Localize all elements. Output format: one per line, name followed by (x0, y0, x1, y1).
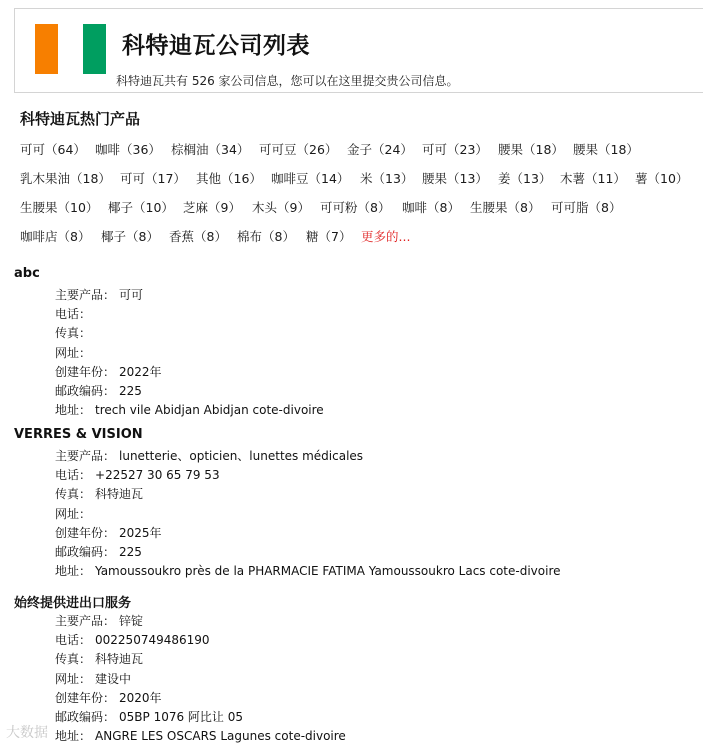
field-label: 主要产品： (55, 614, 116, 628)
product-link[interactable]: 米（13） (360, 171, 414, 186)
field-label: 创建年份： (55, 690, 116, 705)
company-field-postcode (55, 382, 694, 401)
company-field-products (55, 612, 694, 631)
field-label: 网址： (55, 345, 92, 360)
field-label: 电话： (55, 633, 92, 648)
company-field-address (55, 401, 694, 420)
flag-icon (35, 24, 106, 74)
field-label: 网址： (55, 506, 92, 521)
field-value: +22527 30 65 79 53 (95, 468, 220, 483)
product-link[interactable]: 椰子（10） (108, 200, 174, 215)
product-link[interactable]: 棉布（8） (237, 229, 295, 244)
product-link[interactable]: 腰果（18） (498, 142, 564, 157)
field-label: 主要产品： (55, 288, 116, 302)
field-value: 建设中 (95, 671, 132, 686)
field-value: ANGRE LES OSCARS Lagunes cote-divoire (95, 729, 346, 744)
field-value: 05BP 1076 阿比让 05 (119, 709, 244, 724)
company-field-postcode (55, 708, 694, 727)
field-value: trech vile Abidjan Abidjan cote-divoire (95, 403, 324, 418)
field-label: 邮政编码： (55, 383, 116, 398)
product-link[interactable]: 香蕉（8） (169, 229, 227, 244)
company-field-products (55, 447, 694, 466)
product-link[interactable]: 木头（9） (252, 200, 310, 215)
header-box (14, 8, 703, 93)
company-field-fax (55, 650, 694, 669)
product-link[interactable]: 可可脂（8） (551, 200, 622, 215)
product-link[interactable]: 生腰果（10） (20, 200, 99, 215)
field-value: 225 (119, 544, 142, 559)
field-label: 创建年份： (55, 525, 116, 540)
company-field-postcode (55, 543, 694, 562)
product-link[interactable]: 姜（13） (498, 171, 552, 186)
company-field-founded (55, 689, 694, 708)
watermark-logo: 大数据 (6, 725, 48, 741)
field-label: 电话： (55, 307, 92, 322)
company-field-address (55, 562, 694, 581)
company-entry (14, 266, 694, 420)
page-subtitle: 科特迪瓦共有 526 家公司信息，您可以在这里提交贵公司信息。 (116, 74, 459, 88)
company-field-phone (55, 631, 694, 650)
field-label: 地址： (55, 729, 92, 744)
product-link[interactable]: 芝麻（9） (183, 200, 241, 215)
field-value: 225 (119, 383, 142, 398)
products-section-title: 科特迪瓦热门产品 (20, 110, 141, 128)
field-label: 地址： (55, 564, 92, 579)
field-label: 主要产品： (55, 449, 116, 463)
company-field-phone (55, 466, 694, 485)
field-label: 创建年份： (55, 364, 116, 379)
company-entry (14, 592, 694, 746)
company-field-website (55, 344, 694, 363)
product-link[interactable]: 可可（64） (20, 142, 86, 157)
product-link[interactable]: 腰果（18） (573, 142, 639, 157)
field-label: 电话： (55, 468, 92, 483)
field-label: 邮政编码： (55, 544, 116, 559)
product-link[interactable]: 生腰果（8） (470, 200, 541, 215)
company-field-phone (55, 305, 694, 324)
company-field-website (55, 505, 694, 524)
flag-stripe-orange (35, 24, 58, 74)
product-link[interactable]: 可可粉（8） (320, 200, 391, 215)
field-value: lunetterie、opticien、lunettes médicales (119, 449, 364, 463)
field-value: Yamoussoukro près de la PHARMACIE FATIMA Yamoussoukro Lacs cote-divoire (95, 564, 561, 579)
product-link[interactable]: 椰子（8） (101, 229, 159, 244)
product-link[interactable]: 咖啡店（8） (20, 229, 91, 244)
company-name[interactable]: abc (14, 266, 40, 281)
company-name[interactable]: VERRES & VISION (14, 427, 143, 442)
company-field-address (55, 727, 694, 746)
product-link[interactable]: 糖（7） (306, 229, 352, 244)
field-value: 科特迪瓦 (95, 652, 144, 667)
product-link[interactable]: 咖啡（8） (402, 200, 460, 215)
field-value: 2022年 (119, 364, 162, 379)
field-label: 邮政编码： (55, 709, 116, 724)
field-label: 传真： (55, 326, 92, 341)
product-link[interactable]: 金子（24） (347, 142, 413, 157)
flag-stripe-white (59, 24, 82, 74)
field-value: 2020年 (119, 690, 162, 705)
field-value: 锌锭 (119, 614, 144, 628)
field-label: 传真： (55, 652, 92, 667)
field-value: 可可 (119, 288, 144, 302)
field-label: 传真： (55, 487, 92, 502)
product-link[interactable]: 乳木果油（18） (20, 171, 111, 186)
product-link[interactable]: 咖啡豆（14） (271, 171, 350, 186)
company-entry (14, 427, 694, 581)
company-field-founded (55, 363, 694, 382)
field-label: 地址： (55, 403, 92, 418)
product-link[interactable]: 可可（23） (422, 142, 488, 157)
more-products-link[interactable]: 更多的... (361, 229, 411, 244)
company-field-website (55, 670, 694, 689)
company-field-fax (55, 324, 694, 343)
product-link[interactable]: 其他（16） (196, 171, 262, 186)
page-title: 科特迪瓦公司列表 (122, 33, 310, 59)
product-link[interactable]: 腰果（13） (422, 171, 488, 186)
product-link[interactable]: 咖啡（36） (95, 142, 161, 157)
product-link[interactable]: 可可（17） (120, 171, 186, 186)
field-value: 2025年 (119, 525, 162, 540)
product-link[interactable]: 棕榈油（34） (171, 142, 250, 157)
field-value: 002250749486190 (95, 633, 210, 648)
field-label: 网址： (55, 671, 92, 686)
field-value: 科特迪瓦 (95, 487, 144, 502)
product-link[interactable]: 薯（10） (635, 171, 689, 186)
company-name[interactable]: 始终提供进出口服务 (14, 596, 132, 611)
flag-stripe-green (83, 24, 106, 74)
product-link[interactable]: 可可豆（26） (259, 142, 338, 157)
company-field-products (55, 286, 694, 305)
product-link[interactable]: 木薯（11） (560, 171, 626, 186)
company-field-fax (55, 485, 694, 504)
company-field-founded (55, 524, 694, 543)
